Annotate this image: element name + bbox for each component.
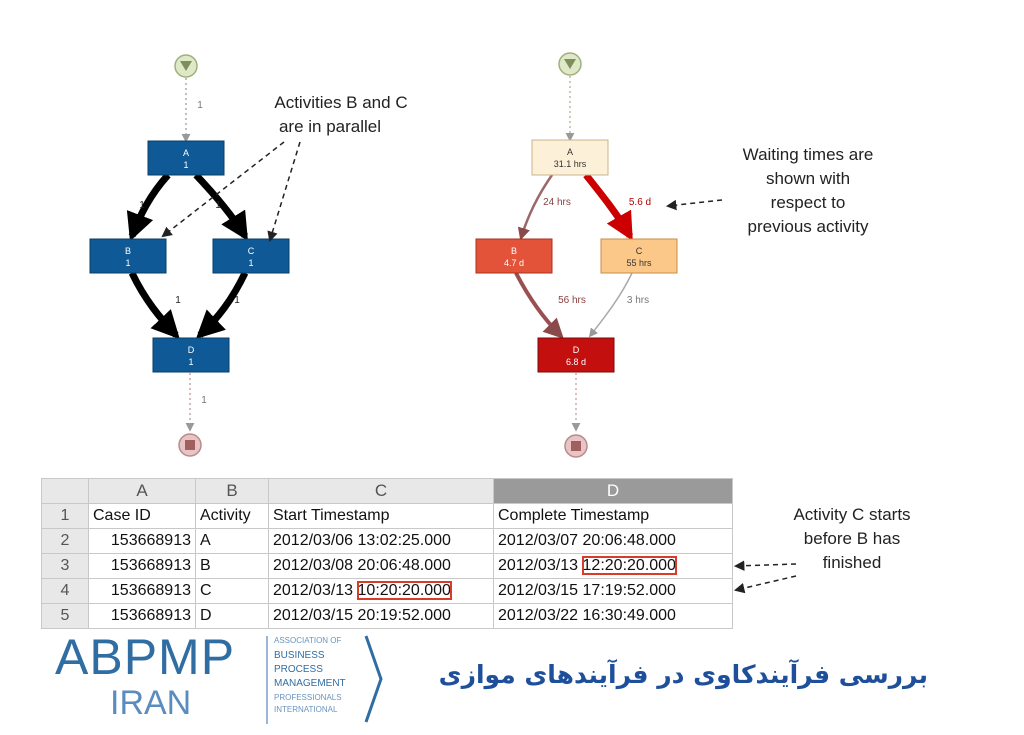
node-d-right-name: D	[572, 345, 580, 355]
cell-activity[interactable]: A	[196, 529, 269, 554]
waiting-note-line1: Waiting times are	[742, 145, 874, 164]
cell-start[interactable]: 2012/03/06 13:02:25.000	[269, 529, 494, 554]
waiting-note-line4: previous activity	[747, 217, 869, 236]
cell-activity[interactable]: D	[196, 604, 269, 629]
cell-start[interactable]: 2012/03/08 20:06:48.000	[269, 554, 494, 579]
cell-case-id[interactable]: 153668913	[89, 579, 196, 604]
waiting-note-line2: shown with	[765, 169, 851, 188]
highlighted-b-complete-time: 12:20:20.000	[582, 557, 676, 574]
edge-b-d-right	[516, 273, 561, 336]
edge-c-d-right	[590, 273, 632, 336]
overlap-note	[730, 500, 970, 610]
assoc-line-3: PROCESS	[274, 664, 323, 675]
assoc-line-5: PROFESSIONALS	[274, 693, 342, 702]
cell-complete[interactable]: 2012/03/07 20:06:48.000	[494, 529, 733, 554]
node-b-right-name: B	[510, 246, 518, 256]
node-a-right-value: 31.1 hrs	[553, 159, 587, 169]
cell-case-id-header[interactable]: Case ID	[89, 504, 196, 529]
column-header-row	[42, 479, 733, 504]
cell-case-id[interactable]: 153668913	[89, 604, 196, 629]
column-header-c[interactable]: C	[269, 479, 494, 504]
assoc-line-6: INTERNATIONAL	[274, 705, 338, 714]
edge-label-b-d-right: 56 hrs	[558, 295, 586, 306]
waiting-note-line3: respect to	[770, 193, 846, 212]
edge-label-c-d: 1	[234, 295, 240, 306]
column-header-b[interactable]: B	[196, 479, 269, 504]
row-header[interactable]: 1	[42, 504, 89, 529]
row-header[interactable]: 5	[42, 604, 89, 629]
cell-activity-header[interactable]: Activity	[196, 504, 269, 529]
cell-complete[interactable]: 2012/03/15 17:19:52.000	[494, 579, 733, 604]
edge-label-a-b-right: 24 hrs	[543, 197, 571, 208]
node-c-right-value: 55 hrs	[626, 258, 652, 268]
node-a-value: 1	[183, 160, 189, 170]
edge-a-c-right	[586, 175, 630, 236]
node-d-value: 1	[188, 357, 194, 367]
end-icon	[185, 440, 195, 450]
node-b-name: B	[124, 246, 132, 256]
row-header[interactable]: 3	[42, 554, 89, 579]
overlap-note-line2: before B has	[803, 529, 901, 548]
node-a-name: A	[182, 148, 190, 158]
table-row	[42, 529, 733, 554]
overlap-note-line1: Activity C starts	[793, 505, 911, 524]
cell-start[interactable]: 2012/03/15 20:19:52.000	[269, 604, 494, 629]
assoc-line-4: MANAGEMENT	[274, 678, 346, 689]
cell-case-id[interactable]: 153668913	[89, 554, 196, 579]
iran-label: IRAN	[110, 684, 192, 722]
assoc-line-2: BUSINESS	[274, 650, 325, 661]
right-process-map	[476, 53, 873, 457]
cell-start-date: 2012/03/13	[273, 582, 358, 599]
parallel-note-arrow-c	[270, 142, 300, 240]
cell-activity[interactable]: B	[196, 554, 269, 579]
node-a-right-name: A	[566, 147, 574, 157]
column-header-d[interactable]: D	[494, 479, 733, 504]
row-header[interactable]: 4	[42, 579, 89, 604]
edge-label-a-c-right: 5.6 d	[628, 197, 652, 208]
end-icon-right	[571, 441, 581, 451]
cell-activity[interactable]: C	[196, 579, 269, 604]
assoc-line-1: ASSOCIATION OF	[274, 636, 342, 645]
overlap-note-arrow-b	[736, 564, 796, 566]
parallel-note-line1: Activities B and C	[274, 93, 408, 112]
waiting-note-arrow	[668, 200, 722, 206]
edge-label-c-d-right: 3 hrs	[626, 295, 650, 306]
node-c-value: 1	[248, 258, 254, 268]
table-row	[42, 579, 733, 604]
cell-complete-header[interactable]: Complete Timestamp	[494, 504, 733, 529]
sheet-corner[interactable]	[42, 479, 89, 504]
abpmp-logo: ABPMP	[55, 629, 236, 685]
node-c-name: C	[247, 246, 255, 256]
edge-label-d-end: 1	[201, 395, 207, 406]
cell-start-header[interactable]: Start Timestamp	[269, 504, 494, 529]
table-row	[42, 604, 733, 629]
cell-complete-date: 2012/03/13	[498, 557, 583, 574]
edge-label-b-d: 1	[175, 295, 181, 306]
edge-label-a-b: 1	[139, 200, 145, 211]
node-d-name: D	[187, 345, 195, 355]
table-row	[42, 554, 733, 579]
row-header[interactable]: 2	[42, 529, 89, 554]
logo-divider	[266, 636, 268, 724]
table-row	[42, 504, 733, 529]
cell-complete[interactable]	[494, 554, 733, 579]
cell-start[interactable]	[269, 579, 494, 604]
edge-label-start-a: 1	[197, 100, 203, 111]
page-title: بررسی فرآیندکاوی در فرآیندهای موازی	[438, 660, 928, 689]
node-c-right-name: C	[635, 246, 643, 256]
overlap-note-arrow-c	[736, 576, 796, 590]
node-b-right-value: 4.7 d	[503, 258, 525, 268]
event-log-table	[41, 478, 733, 629]
chevron-right-icon	[364, 634, 384, 724]
cell-case-id[interactable]: 153668913	[89, 529, 196, 554]
column-header-a[interactable]: A	[89, 479, 196, 504]
edge-label-a-c: 1	[215, 200, 221, 211]
edge-a-b	[132, 175, 168, 236]
parallel-note-line2: are in parallel	[278, 117, 382, 136]
highlighted-c-start-time: 10:20:20.000	[357, 582, 451, 599]
node-d-right-value: 6.8 d	[565, 357, 587, 367]
overlap-note-line3: finished	[822, 553, 882, 572]
node-a-right	[532, 140, 608, 175]
node-b-value: 1	[125, 258, 131, 268]
edge-b-d	[132, 273, 176, 335]
cell-complete[interactable]: 2012/03/22 16:30:49.000	[494, 604, 733, 629]
left-process-map	[90, 55, 408, 456]
